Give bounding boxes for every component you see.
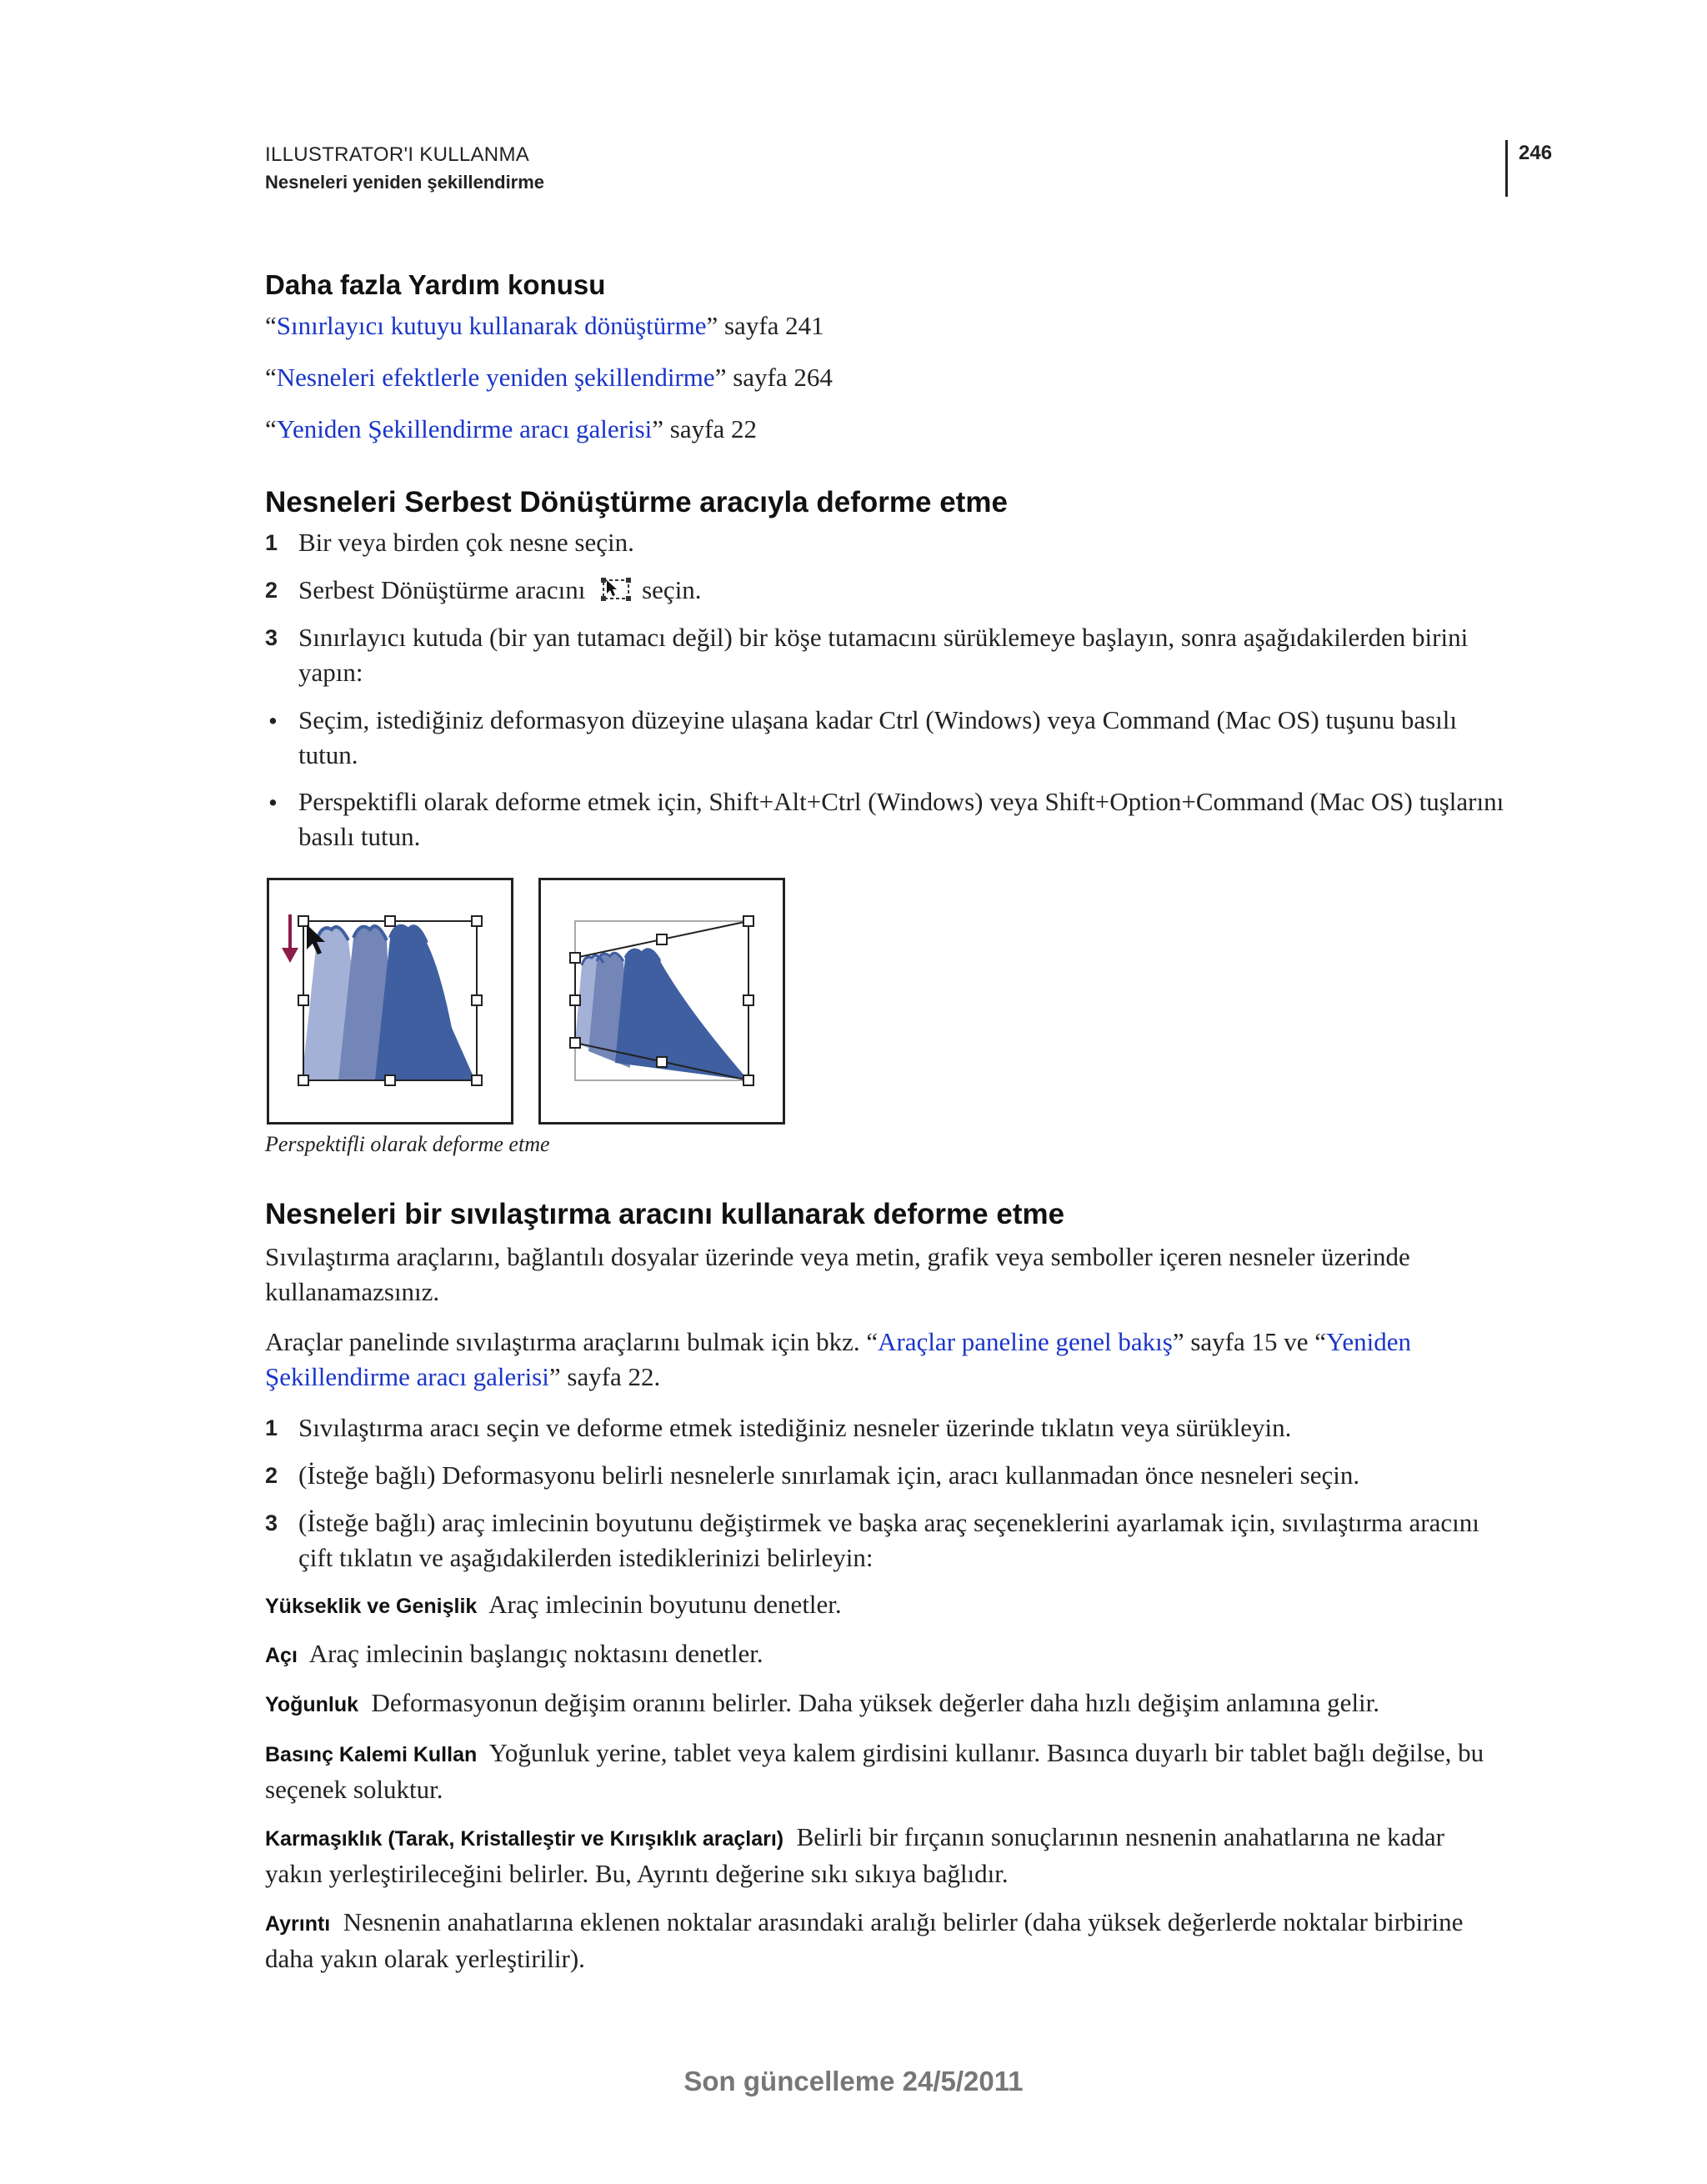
- help-link-2[interactable]: Nesneleri efektlerle yeniden şekillendirme: [276, 363, 715, 392]
- step-number: 3: [265, 1510, 278, 1535]
- option-row: Yükseklik ve Genişlik Araç imlecinin boyutunu denetler.: [265, 1590, 842, 1619]
- step-text: Serbest Dönüştürme aracını seçin.: [298, 575, 702, 604]
- step-text: Sıvılaştırma aracı seçin ve deforme etmek istediğiniz nesneler üzerinde tıklatın veya sürükleyin.: [298, 1413, 1292, 1442]
- figure-perspective-result: [538, 878, 785, 1125]
- option-row: Ayrıntı Nesnenin anahatlarına eklenen noktalar arasındaki aralığı belirler (daha yüksek değerlerde noktalar birbirine daha yakın olarak yerleştirilir).: [265, 1907, 1464, 1973]
- option-term: Karmaşıklık (Tarak, Kristalleştir ve Kırışıklık araçları): [265, 1827, 784, 1851]
- option-row: Basınç Kalemi Kullan Yoğunluk yerine, tablet veya kalem girdisini kullanır. Basınca duyarlı bir tablet bağlı değilse, bu seçenek soluktur.: [265, 1738, 1484, 1804]
- section-heading-liquify: Nesneleri bir sıvılaştırma aracını kullanarak deforme etme: [265, 1198, 1065, 1230]
- step-text: (İsteğe bağlı) araç imlecinin boyutunu değiştirmek ve başka araç seçeneklerini ayarlamak için, sıvılaştırma aracını çift tıklatın ve aşağıdakilerden istediklerinizi belirleyin:: [298, 1508, 1479, 1572]
- help-link-row-1: “Sınırlayıcı kutuyu kullanarak dönüştürme” sayfa 241: [265, 311, 824, 340]
- step-text: Sınırlayıcı kutuda (bir yan tutamacı değil) bir köşe tutamacını sürüklemeye başlayın, sonra aşağıdakilerden birini yapın:: [298, 623, 1469, 687]
- last-updated-footer: Son güncelleme 24/5/2011: [683, 2066, 1024, 2096]
- step-number: 2: [265, 578, 278, 603]
- help-link-row-3: “Yeniden Şekillendirme aracı galerisi” sayfa 22: [265, 414, 757, 443]
- bullet-text: Seçim, istediğiniz deformasyon düzeyine ulaşana kadar Ctrl (Windows) veya Command (Mac OS) tuşunu basılı tutun.: [298, 705, 1457, 769]
- section-heading-free-transform: Nesneleri Serbest Dönüştürme aracıyla deforme etme: [265, 486, 1008, 518]
- step-text: Bir veya birden çok nesne seçin.: [298, 528, 634, 557]
- option-row: Karmaşıklık (Tarak, Kristalleştir ve Kırışıklık araçları) Belirli bir fırçanın sonuçlarının nesnenin anahatlarına ne kadar yakın yerleştirileceğini belirler. Bu, Ayrıntı değerine sıkı sıkıya bağlıdır.: [265, 1822, 1444, 1888]
- option-term: Yükseklik ve Genişlik: [265, 1595, 478, 1618]
- paragraph: Sıvılaştırma araçlarını, bağlantılı dosyalar üzerinde veya metin, grafik veya semboller içeren nesneler üzerinde kullanamazsınız.: [265, 1242, 1410, 1306]
- figure-corner-drag: [267, 878, 513, 1125]
- step-number: 3: [265, 625, 278, 650]
- figure-caption: Perspektifli olarak deforme etme: [265, 1132, 550, 1156]
- bullet-mark: •: [268, 706, 278, 735]
- header-divider: [1505, 140, 1508, 197]
- option-row: Yoğunluk Deformasyonun değişim oranını belirler. Daha yüksek değerler daha hızlı değişim anlamına gelir.: [265, 1688, 1380, 1717]
- step-number: 1: [265, 530, 278, 555]
- option-term: Açı: [265, 1644, 298, 1667]
- step-number: 1: [265, 1415, 278, 1440]
- help-link-row-2: “Nesneleri efektlerle yeniden şekillendirme” sayfa 264: [265, 363, 833, 392]
- link-reshape-gallery[interactable]: Yeniden Şekillendirme aracı galerisi: [265, 1327, 1411, 1391]
- page-number: 246: [1519, 142, 1553, 164]
- running-header-subtitle: Nesneleri yeniden şekillendirme: [265, 172, 545, 193]
- link-tools-panel-overview[interactable]: Araçlar paneline genel bakış: [878, 1327, 1173, 1356]
- option-term: Ayrıntı: [265, 1912, 331, 1936]
- step-number: 2: [265, 1463, 278, 1488]
- help-link-1[interactable]: Sınırlayıcı kutuyu kullanarak dönüştürme: [276, 311, 707, 340]
- bullet-mark: •: [268, 788, 278, 817]
- paragraph-with-links: Araçlar panelinde sıvılaştırma araçlarını bulmak için bkz. “Araçlar paneline genel bakış” sayfa 15 ve “Yeniden Şekillendirme aracı galerisi” sayfa 22.: [265, 1327, 1411, 1391]
- help-link-3[interactable]: Yeniden Şekillendirme aracı galerisi: [276, 414, 653, 443]
- option-row: Açı Araç imlecinin başlangıç noktasını denetler.: [265, 1639, 763, 1668]
- bullet-text: Perspektifli olarak deforme etmek için, Shift+Alt+Ctrl (Windows) veya Shift+Option+Command (Mac OS) tuşlarını basılı tutun.: [298, 787, 1504, 851]
- option-term: Yoğunluk: [265, 1693, 359, 1716]
- free-transform-tool-icon: [600, 575, 633, 602]
- running-header-title: ILLUSTRATOR'I KULLANMA: [265, 143, 530, 166]
- step-text: (İsteğe bağlı) Deformasyonu belirli nesnelerle sınırlamak için, aracı kullanmadan önce nesneleri seçin.: [298, 1460, 1360, 1490]
- more-help-heading: Daha fazla Yardım konusu: [265, 269, 606, 300]
- option-term: Basınç Kalemi Kullan: [265, 1743, 478, 1766]
